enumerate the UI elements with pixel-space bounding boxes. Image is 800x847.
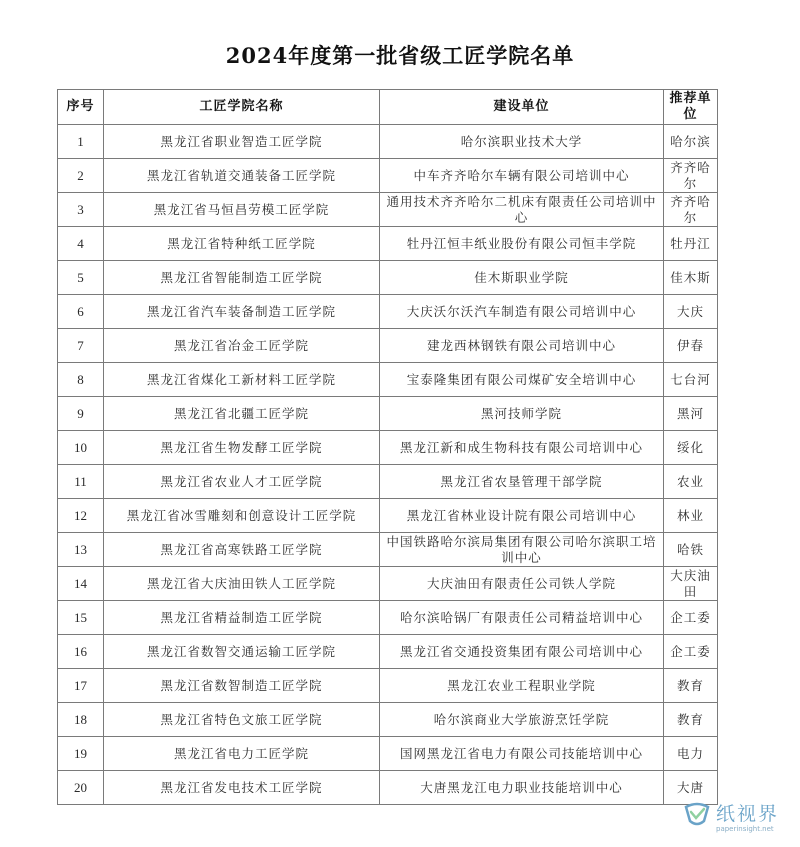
construction-unit-cell: 黑龙江新和成生物科技有限公司培训中心 — [380, 431, 664, 465]
construction-unit-cell: 中车齐齐哈尔车辆有限公司培训中心 — [380, 159, 664, 193]
construction-unit-cell: 黑龙江省交通投资集团有限公司培训中心 — [380, 635, 664, 669]
row-number: 1 — [58, 125, 104, 159]
table-row — [58, 499, 718, 533]
row-number: 14 — [58, 567, 104, 601]
table-row — [58, 295, 718, 329]
recommending-unit-cell: 齐齐哈尔 — [664, 193, 718, 227]
academy-name-cell: 黑龙江省北疆工匠学院 — [104, 397, 380, 431]
row-number: 4 — [58, 227, 104, 261]
table-row — [58, 703, 718, 737]
table-row — [58, 363, 718, 397]
table-header-row — [58, 90, 718, 125]
recommending-unit-cell: 教育 — [664, 669, 718, 703]
academy-name-cell: 黑龙江省煤化工新材料工匠学院 — [104, 363, 380, 397]
row-number: 17 — [58, 669, 104, 703]
academy-name-cell: 黑龙江省高寒铁路工匠学院 — [104, 533, 380, 567]
academy-name-cell: 黑龙江省生物发酵工匠学院 — [104, 431, 380, 465]
row-number: 12 — [58, 499, 104, 533]
construction-unit-cell: 黑河技师学院 — [380, 397, 664, 431]
construction-unit-cell: 宝泰隆集团有限公司煤矿安全培训中心 — [380, 363, 664, 397]
row-number: 19 — [58, 737, 104, 771]
construction-unit-cell: 黑龙江省林业设计院有限公司培训中心 — [380, 499, 664, 533]
recommending-unit-cell: 牡丹江 — [664, 227, 718, 261]
construction-unit-cell: 哈尔滨哈锅厂有限责任公司精益培训中心 — [380, 601, 664, 635]
row-number: 7 — [58, 329, 104, 363]
watermark-logo-icon — [682, 799, 712, 829]
table-row — [58, 261, 718, 295]
watermark-url: paperinsight.net — [716, 825, 774, 833]
recommending-unit-cell: 大庆油田 — [664, 567, 718, 601]
recommending-unit-cell: 林业 — [664, 499, 718, 533]
watermark-text: 纸视界 — [716, 803, 780, 825]
construction-unit-cell: 大庆油田有限责任公司铁人学院 — [380, 567, 664, 601]
row-number: 8 — [58, 363, 104, 397]
academy-name-cell: 黑龙江省轨道交通装备工匠学院 — [104, 159, 380, 193]
recommending-unit-cell: 绥化 — [664, 431, 718, 465]
academy-name-cell: 黑龙江省智能制造工匠学院 — [104, 261, 380, 295]
academy-name-cell: 黑龙江省数智制造工匠学院 — [104, 669, 380, 703]
recommending-unit-cell: 大唐 — [664, 771, 718, 805]
recommending-unit-cell: 哈尔滨 — [664, 125, 718, 159]
construction-unit-cell: 黑龙江省农垦管理干部学院 — [380, 465, 664, 499]
table-row — [58, 329, 718, 363]
header-number: 序号 — [58, 90, 104, 125]
recommending-unit-cell: 黑河 — [664, 397, 718, 431]
construction-unit-cell: 大庆沃尔沃汽车制造有限公司培训中心 — [380, 295, 664, 329]
academy-name-cell: 黑龙江省数智交通运输工匠学院 — [104, 635, 380, 669]
row-number: 13 — [58, 533, 104, 567]
row-number: 6 — [58, 295, 104, 329]
academy-name-cell: 黑龙江省精益制造工匠学院 — [104, 601, 380, 635]
document-title: 2024年度第一批省级工匠学院名单 — [225, 43, 575, 68]
row-number: 2 — [58, 159, 104, 193]
construction-unit-cell: 佳木斯职业学院 — [380, 261, 664, 295]
row-number: 5 — [58, 261, 104, 295]
table-row — [58, 669, 718, 703]
recommending-unit-cell: 教育 — [664, 703, 718, 737]
construction-unit-cell: 大唐黑龙江电力职业技能培训中心 — [380, 771, 664, 805]
table-row — [58, 567, 718, 601]
table-row — [58, 737, 718, 771]
recommending-unit-cell: 企工委 — [664, 635, 718, 669]
academy-name-cell: 黑龙江省大庆油田铁人工匠学院 — [104, 567, 380, 601]
academy-list-table — [57, 89, 718, 805]
recommending-unit-cell: 七台河 — [664, 363, 718, 397]
row-number: 11 — [58, 465, 104, 499]
table-row — [58, 159, 718, 193]
row-number: 20 — [58, 771, 104, 805]
row-number: 16 — [58, 635, 104, 669]
row-number: 9 — [58, 397, 104, 431]
table-row — [58, 465, 718, 499]
construction-unit-cell: 中国铁路哈尔滨局集团有限公司哈尔滨职工培训中心 — [380, 533, 664, 567]
academy-name-cell: 黑龙江省农业人才工匠学院 — [104, 465, 380, 499]
header-academy-name: 工匠学院名称 — [104, 90, 380, 125]
construction-unit-cell: 哈尔滨商业大学旅游烹饪学院 — [380, 703, 664, 737]
table-row — [58, 397, 718, 431]
construction-unit-cell: 通用技术齐齐哈尔二机床有限责任公司培训中心 — [380, 193, 664, 227]
table-row — [58, 771, 718, 805]
construction-unit-cell: 牡丹江恒丰纸业股份有限公司恒丰学院 — [380, 227, 664, 261]
academy-name-cell: 黑龙江省冶金工匠学院 — [104, 329, 380, 363]
row-number: 15 — [58, 601, 104, 635]
recommending-unit-cell: 大庆 — [664, 295, 718, 329]
table-row — [58, 227, 718, 261]
row-number: 18 — [58, 703, 104, 737]
academy-name-cell: 黑龙江省职业智造工匠学院 — [104, 125, 380, 159]
recommending-unit-cell: 企工委 — [664, 601, 718, 635]
watermark — [682, 797, 792, 841]
academy-name-cell: 黑龙江省电力工匠学院 — [104, 737, 380, 771]
academy-name-cell: 黑龙江省特色文旅工匠学院 — [104, 703, 380, 737]
construction-unit-cell: 建龙西林钢铁有限公司培训中心 — [380, 329, 664, 363]
recommending-unit-cell: 电力 — [664, 737, 718, 771]
academy-name-cell: 黑龙江省冰雪雕刻和创意设计工匠学院 — [104, 499, 380, 533]
row-number: 3 — [58, 193, 104, 227]
construction-unit-cell: 哈尔滨职业技术大学 — [380, 125, 664, 159]
header-recommending-unit: 推荐单位 — [664, 90, 718, 125]
header-construction-unit: 建设单位 — [380, 90, 664, 125]
table-row — [58, 125, 718, 159]
table-row — [58, 193, 718, 227]
recommending-unit-cell: 伊春 — [664, 329, 718, 363]
construction-unit-cell: 国网黑龙江省电力有限公司技能培训中心 — [380, 737, 664, 771]
table-row — [58, 533, 718, 567]
academy-name-cell: 黑龙江省特种纸工匠学院 — [104, 227, 380, 261]
recommending-unit-cell: 农业 — [664, 465, 718, 499]
row-number: 10 — [58, 431, 104, 465]
recommending-unit-cell: 齐齐哈尔 — [664, 159, 718, 193]
academy-name-cell: 黑龙江省发电技术工匠学院 — [104, 771, 380, 805]
table-row — [58, 635, 718, 669]
academy-name-cell: 黑龙江省汽车装备制造工匠学院 — [104, 295, 380, 329]
table-row — [58, 431, 718, 465]
table-body — [58, 125, 718, 805]
recommending-unit-cell: 哈铁 — [664, 533, 718, 567]
construction-unit-cell: 黑龙江农业工程职业学院 — [380, 669, 664, 703]
recommending-unit-cell: 佳木斯 — [664, 261, 718, 295]
table-row — [58, 601, 718, 635]
academy-name-cell: 黑龙江省马恒昌劳模工匠学院 — [104, 193, 380, 227]
